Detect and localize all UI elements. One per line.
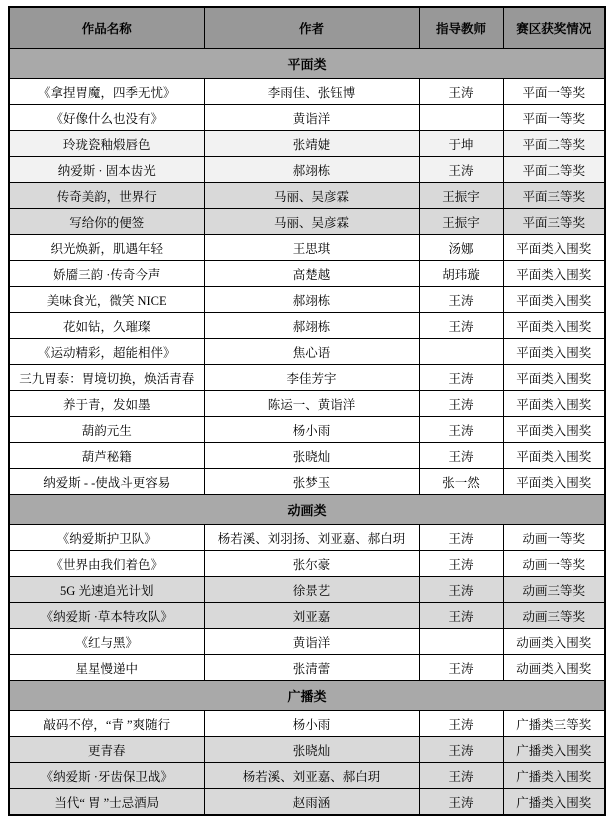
teacher-cell: 王涛 <box>419 365 503 391</box>
award-cell: 动画类入围奖 <box>503 655 605 681</box>
work-cell: 星星慢递中 <box>9 655 204 681</box>
table-row <box>9 417 605 443</box>
authors-cell: 黄诣洋 <box>204 105 419 131</box>
teacher-cell: 王涛 <box>419 603 503 629</box>
table-row <box>9 287 605 313</box>
authors-cell: 郝翊栋 <box>204 287 419 313</box>
authors-cell: 郝翊栋 <box>204 157 419 183</box>
table-row <box>9 209 605 235</box>
work-cell: 更青春 <box>9 737 204 763</box>
work-cell: 纳爱斯 - -使战斗更容易 <box>9 469 204 495</box>
table-row <box>9 577 605 603</box>
table-row <box>9 655 605 681</box>
award-cell: 平面类入围奖 <box>503 313 605 339</box>
award-cell: 平面一等奖 <box>503 105 605 131</box>
authors-cell: 杨若溪、刘羽扬、刘亚嘉、郝白玥 <box>204 525 419 551</box>
work-cell: 《运动精彩，超能相伴》 <box>9 339 204 365</box>
teacher-cell: 王涛 <box>419 79 503 105</box>
award-cell: 平面类入围奖 <box>503 469 605 495</box>
work-cell: 当代“ 胃 ”士忌酒局 <box>9 789 204 816</box>
award-cell: 广播类入围奖 <box>503 763 605 789</box>
teacher-cell: 王涛 <box>419 313 503 339</box>
authors-cell: 王思琪 <box>204 235 419 261</box>
table-row <box>9 365 605 391</box>
award-cell: 平面二等奖 <box>503 157 605 183</box>
award-cell: 动画三等奖 <box>503 577 605 603</box>
work-cell: 敲码不停，“青 ”爽随行 <box>9 711 204 737</box>
section-header-row <box>9 495 605 525</box>
table-row <box>9 183 605 209</box>
authors-cell: 马丽、吴彦霖 <box>204 183 419 209</box>
work-cell: 写给你的便签 <box>9 209 204 235</box>
teacher-cell: 王涛 <box>419 577 503 603</box>
teacher-cell: 王涛 <box>419 737 503 763</box>
authors-cell: 黄诣洋 <box>204 629 419 655</box>
teacher-cell: 王涛 <box>419 711 503 737</box>
work-cell: 《拿捏胃魔，四季无忧》 <box>9 79 204 105</box>
award-cell: 动画一等奖 <box>503 525 605 551</box>
authors-cell: 郝翊栋 <box>204 313 419 339</box>
awards-table-header <box>9 7 605 49</box>
teacher-cell: 于坤 <box>419 131 503 157</box>
column-header-teacher: 指导教师 <box>419 7 503 49</box>
table-row <box>9 391 605 417</box>
work-cell: 葫韵元生 <box>9 417 204 443</box>
award-cell: 广播类入围奖 <box>503 789 605 816</box>
work-cell: 纳爱斯 · 固本齿光 <box>9 157 204 183</box>
teacher-cell <box>419 105 503 131</box>
authors-cell: 徐景艺 <box>204 577 419 603</box>
authors-cell: 杨若溪、刘亚嘉、郝白玥 <box>204 763 419 789</box>
table-row <box>9 235 605 261</box>
work-cell: 花如钻，久璀璨 <box>9 313 204 339</box>
authors-cell: 刘亚嘉 <box>204 603 419 629</box>
header-row <box>9 7 605 49</box>
award-cell: 平面类入围奖 <box>503 391 605 417</box>
award-cell: 平面类入围奖 <box>503 261 605 287</box>
work-cell: 《红与黑》 <box>9 629 204 655</box>
work-cell: 葫芦秘籍 <box>9 443 204 469</box>
work-cell: 玲珑瓷釉煅唇色 <box>9 131 204 157</box>
section-title: 广播类 <box>9 681 605 711</box>
teacher-cell: 胡玮璇 <box>419 261 503 287</box>
award-cell: 平面三等奖 <box>503 183 605 209</box>
teacher-cell: 王涛 <box>419 789 503 816</box>
table-row <box>9 339 605 365</box>
award-cell: 平面二等奖 <box>503 131 605 157</box>
table-row <box>9 737 605 763</box>
award-cell: 动画三等奖 <box>503 603 605 629</box>
authors-cell: 马丽、吴彦霖 <box>204 209 419 235</box>
column-header-award: 赛区获奖情况 <box>503 7 605 49</box>
table-row <box>9 603 605 629</box>
authors-cell: 张梦玉 <box>204 469 419 495</box>
award-cell: 动画类入围奖 <box>503 629 605 655</box>
table-row <box>9 711 605 737</box>
work-cell: 美味食光，微笑 NICE <box>9 287 204 313</box>
award-cell: 平面类入围奖 <box>503 443 605 469</box>
table-row <box>9 551 605 577</box>
teacher-cell: 王振宇 <box>419 183 503 209</box>
work-cell: 《纳爱斯 ·牙齿保卫战》 <box>9 763 204 789</box>
authors-cell: 赵雨涵 <box>204 789 419 816</box>
table-row <box>9 629 605 655</box>
table-row <box>9 525 605 551</box>
work-cell: 《好像什么也没有》 <box>9 105 204 131</box>
authors-cell: 陈运一、黄诣洋 <box>204 391 419 417</box>
column-header-authors: 作者 <box>204 7 419 49</box>
teacher-cell: 王涛 <box>419 417 503 443</box>
table-row <box>9 79 605 105</box>
table-row <box>9 157 605 183</box>
authors-cell: 李雨佳、张钰博 <box>204 79 419 105</box>
teacher-cell: 王涛 <box>419 287 503 313</box>
authors-cell: 杨小雨 <box>204 417 419 443</box>
authors-cell: 张靖婕 <box>204 131 419 157</box>
teacher-cell: 王涛 <box>419 443 503 469</box>
teacher-cell: 王振宇 <box>419 209 503 235</box>
table-row <box>9 313 605 339</box>
awards-table-body <box>9 49 605 816</box>
authors-cell: 焦心语 <box>204 339 419 365</box>
authors-cell: 张晓灿 <box>204 443 419 469</box>
teacher-cell: 王涛 <box>419 551 503 577</box>
work-cell: 三九胃泰：胃境切换，焕活青春 <box>9 365 204 391</box>
table-row <box>9 261 605 287</box>
award-cell: 广播类三等奖 <box>503 711 605 737</box>
work-cell: 娇靥三韵 ·传奇今声 <box>9 261 204 287</box>
work-cell: 织光焕新，肌遇年轻 <box>9 235 204 261</box>
table-row <box>9 789 605 816</box>
teacher-cell: 王涛 <box>419 391 503 417</box>
authors-cell: 张尔豪 <box>204 551 419 577</box>
work-cell: 传奇美韵，世界行 <box>9 183 204 209</box>
section-header-row <box>9 681 605 711</box>
section-title: 动画类 <box>9 495 605 525</box>
award-cell: 平面三等奖 <box>503 209 605 235</box>
table-row <box>9 763 605 789</box>
work-cell: 养于青，发如墨 <box>9 391 204 417</box>
column-header-work: 作品名称 <box>9 7 204 49</box>
section-header-row <box>9 49 605 79</box>
award-cell: 平面一等奖 <box>503 79 605 105</box>
authors-cell: 张清蕾 <box>204 655 419 681</box>
table-row <box>9 469 605 495</box>
award-cell: 平面类入围奖 <box>503 339 605 365</box>
awards-table <box>8 6 606 816</box>
award-cell: 平面类入围奖 <box>503 365 605 391</box>
award-cell: 平面类入围奖 <box>503 235 605 261</box>
work-cell: 《世界由我们着色》 <box>9 551 204 577</box>
table-row <box>9 105 605 131</box>
table-row <box>9 443 605 469</box>
award-cell: 平面类入围奖 <box>503 417 605 443</box>
teacher-cell: 王涛 <box>419 763 503 789</box>
teacher-cell: 张一然 <box>419 469 503 495</box>
section-title: 平面类 <box>9 49 605 79</box>
teacher-cell: 王涛 <box>419 655 503 681</box>
teacher-cell: 王涛 <box>419 157 503 183</box>
authors-cell: 张晓灿 <box>204 737 419 763</box>
authors-cell: 高楚越 <box>204 261 419 287</box>
teacher-cell: 王涛 <box>419 525 503 551</box>
award-cell: 平面类入围奖 <box>503 287 605 313</box>
award-cell: 动画一等奖 <box>503 551 605 577</box>
work-cell: 《纳爱斯 ·草本特攻队》 <box>9 603 204 629</box>
teacher-cell <box>419 339 503 365</box>
award-cell: 广播类入围奖 <box>503 737 605 763</box>
work-cell: 5G 光速追光计划 <box>9 577 204 603</box>
table-row <box>9 131 605 157</box>
teacher-cell <box>419 629 503 655</box>
work-cell: 《纳爱斯护卫队》 <box>9 525 204 551</box>
authors-cell: 杨小雨 <box>204 711 419 737</box>
authors-cell: 李佳芳宇 <box>204 365 419 391</box>
teacher-cell: 汤娜 <box>419 235 503 261</box>
